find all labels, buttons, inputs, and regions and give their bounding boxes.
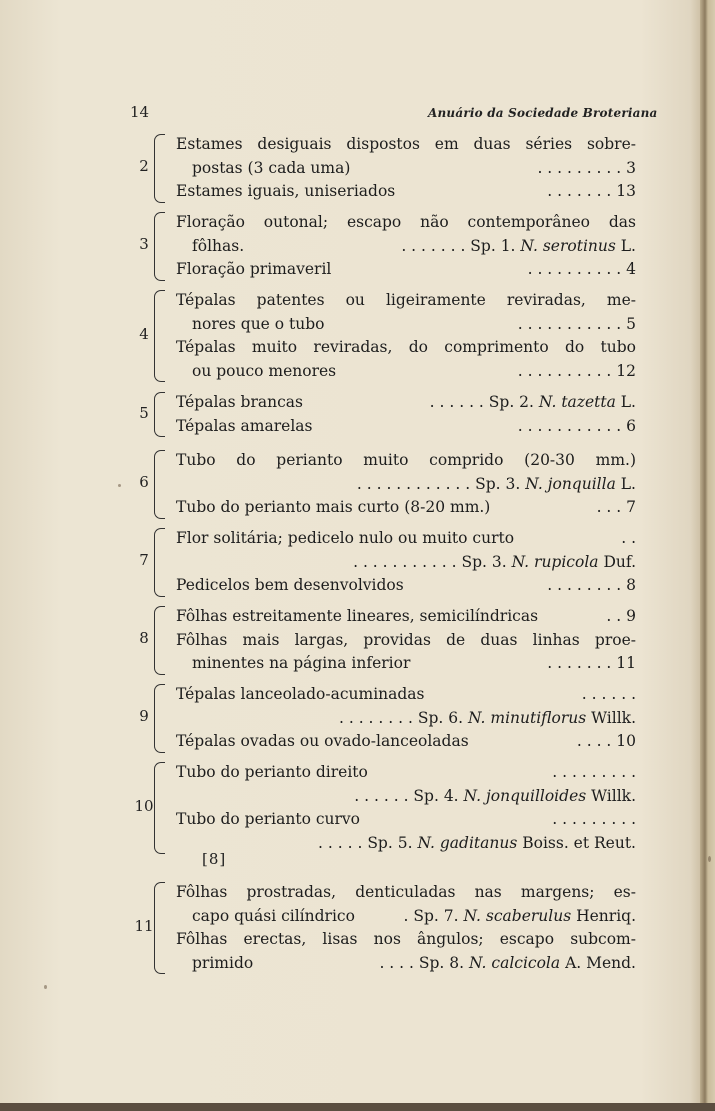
key-line [176,495,636,519]
leader: . Sp. 7. N. scaberulus Henriq. [403,906,636,925]
couplet-number: 7 [139,551,149,570]
leader: . . . . . . . . Sp. 6. N. minutiflorus Willk. [339,708,636,727]
lead-text: ou pouco menores [192,361,337,380]
leader: . . . . . Sp. 5. N. gaditanus Boiss. et Reut. [318,833,636,852]
lead-text: postas (3 cada uma) [192,158,351,177]
key-line [176,257,636,281]
taxon-name: N. jonquilloides [463,786,587,805]
taxon-name: N. gaditanus [417,833,518,852]
couplet-number: 9 [139,707,149,726]
lead-text: Tépalas amarelas [176,416,313,435]
paper-blemish [44,985,47,989]
taxon-name: N. tazetta [538,393,616,411]
key-line: Tubo do perianto muito comprido (20-30 mm.) [176,451,636,469]
taxon-name: N. minutiflorus [467,708,587,727]
lead-text: capo quási cilíndrico [192,906,355,925]
lead-text: Tubo do perianto direito [176,763,368,781]
key-line [192,951,636,975]
leader: . . . . . . . . . . 4 [527,260,636,278]
leader: . . . . . . . 11 [547,654,636,672]
key-line [192,312,636,336]
leader: . . . . Sp. 8. N. calcicola A. Mend. [379,953,636,972]
key-line [192,651,636,675]
taxon-name: N. calcicola [468,953,561,972]
leader: . . . . 10 [576,732,636,750]
taxon-author: L. [620,393,636,411]
taxon-author: A. Mend. [565,953,636,972]
key-line [176,682,636,706]
leader: . . . . . . . . . [552,810,636,828]
key-line [176,807,636,831]
leader: . . . . . . . . . . . 6 [517,416,636,435]
leader: . . . . . . Sp. 2. N. tazetta L. [429,393,636,411]
leader: . . . . . . . . . . . . Sp. 3. N. jonquilla L. [356,474,636,493]
lead-text: Flor solitária; pedicelo nulo ou muito curto [176,529,515,547]
leader: . . 9 [606,607,636,625]
key-line [192,706,636,730]
lead-text: nores que o tubo [192,314,325,333]
leader: . . . . . . . . . . . Sp. 3. N. rupicola Duf. [353,552,636,571]
couplet-number: 4 [139,325,149,343]
key-line [192,784,636,808]
leader: . . . . . . . . . . 12 [517,361,636,380]
page-edge-bottom [0,1103,715,1111]
couplet-number: 11 [134,917,154,935]
key-line [192,904,636,928]
key-line [176,573,636,597]
lead-text: Tubo do perianto mais curto (8-20 mm.) [176,498,491,516]
couplet-number: 6 [139,473,149,492]
taxon-author: Boiss. et Reut. [522,833,636,852]
leader: . . . . . . [581,685,636,703]
taxon-name: N. rupicola [511,552,599,571]
leader: . . . . . . . 13 [547,182,636,200]
lead-text: Tubo do perianto curvo [176,810,361,828]
key-line: Fôlhas erectas, lisas nos ângulos; escapo subcom- [176,930,636,948]
taxon-author: Henriq. [576,906,636,925]
couplet-number: 8 [139,629,149,648]
brace [154,882,165,974]
lead-text: Floração primaveril [176,260,332,278]
taxon-name: N. scaberulus [463,906,572,925]
leader: . . . . . . Sp. 4. N. jonquilloides Willk. [354,786,636,805]
key-line: Tépalas patentes ou ligeiramente reviradas, me- [176,291,636,309]
leader: . . . . . . . . . [552,763,636,781]
key-line [176,390,636,414]
key-line: Floração outonal; escapo não contemporâneo das [176,213,636,231]
taxon-name: N. serotinus [520,236,616,255]
leader: . . [621,529,636,547]
lead-text: Estames iguais, uniseriados [176,182,396,200]
taxon-name: N. jonquilla [525,474,616,493]
taxon-author: Willk. [591,708,636,727]
brace [154,606,165,675]
lead-text: Tépalas lanceolado-acuminadas [176,685,425,703]
page-mark: [8] [202,850,227,868]
brace [154,290,165,382]
couplet-number: 3 [139,235,149,254]
leader: . . . 7 [596,498,636,516]
key-line [192,156,636,180]
brace [154,684,165,753]
key-line: Fôlhas mais largas, providas de duas linhas proe- [176,630,636,649]
page-number: 14 [130,103,150,121]
key-line [176,526,636,550]
lead-text: Fôlhas estreitamente lineares, semicilíndricas [176,607,539,625]
brace [154,212,165,281]
key-line [192,550,636,574]
lead-text: minentes na página inferior [192,654,411,672]
lead-text: primido [192,953,254,972]
leader: . . . . . . . . . . . 5 [517,314,636,333]
paper-blemish [118,484,121,487]
key-line: Tépalas muito reviradas, do comprimento do tubo [176,338,636,356]
lead-text: fôlhas. [192,236,245,255]
lead-text: Pedicelos bem desenvolvidos [176,576,404,594]
leader: . . . . . . . . . 3 [537,158,636,177]
key-line [176,179,636,203]
couplet-number: 2 [139,157,149,176]
lead-text: Tépalas ovadas ou ovado-lanceoladas [176,732,469,750]
brace [154,392,165,437]
key-line [176,729,636,753]
key-line [192,831,636,855]
running-head: Anuário da Sociedade Broteriana [428,106,658,120]
paper-blemish [708,856,711,862]
couplet-number: 5 [139,403,149,422]
taxon-author: Duf. [603,552,636,571]
brace [154,134,165,203]
page-edge-right [700,0,715,1111]
lead-text: Tépalas brancas [176,393,303,411]
key-line [176,760,636,784]
taxon-author: L. [620,474,636,493]
leader: . . . . . . . Sp. 1. N. serotinus L. [401,236,636,255]
key-line [192,234,636,258]
couplet-number: 10 [134,797,154,815]
key-line [176,414,636,438]
key-line: Estames desiguais dispostos em duas séries sobre- [176,135,636,153]
brace [154,762,165,854]
brace [154,450,165,519]
key-line [192,359,636,383]
leader: . . . . . . . . 8 [547,576,636,594]
taxon-author: Willk. [591,786,636,805]
key-line [176,604,636,628]
taxon-author: L. [620,236,636,255]
brace [154,528,165,597]
key-line: Fôlhas prostradas, denticuladas nas margens; es- [176,883,636,901]
key-line [192,472,636,496]
